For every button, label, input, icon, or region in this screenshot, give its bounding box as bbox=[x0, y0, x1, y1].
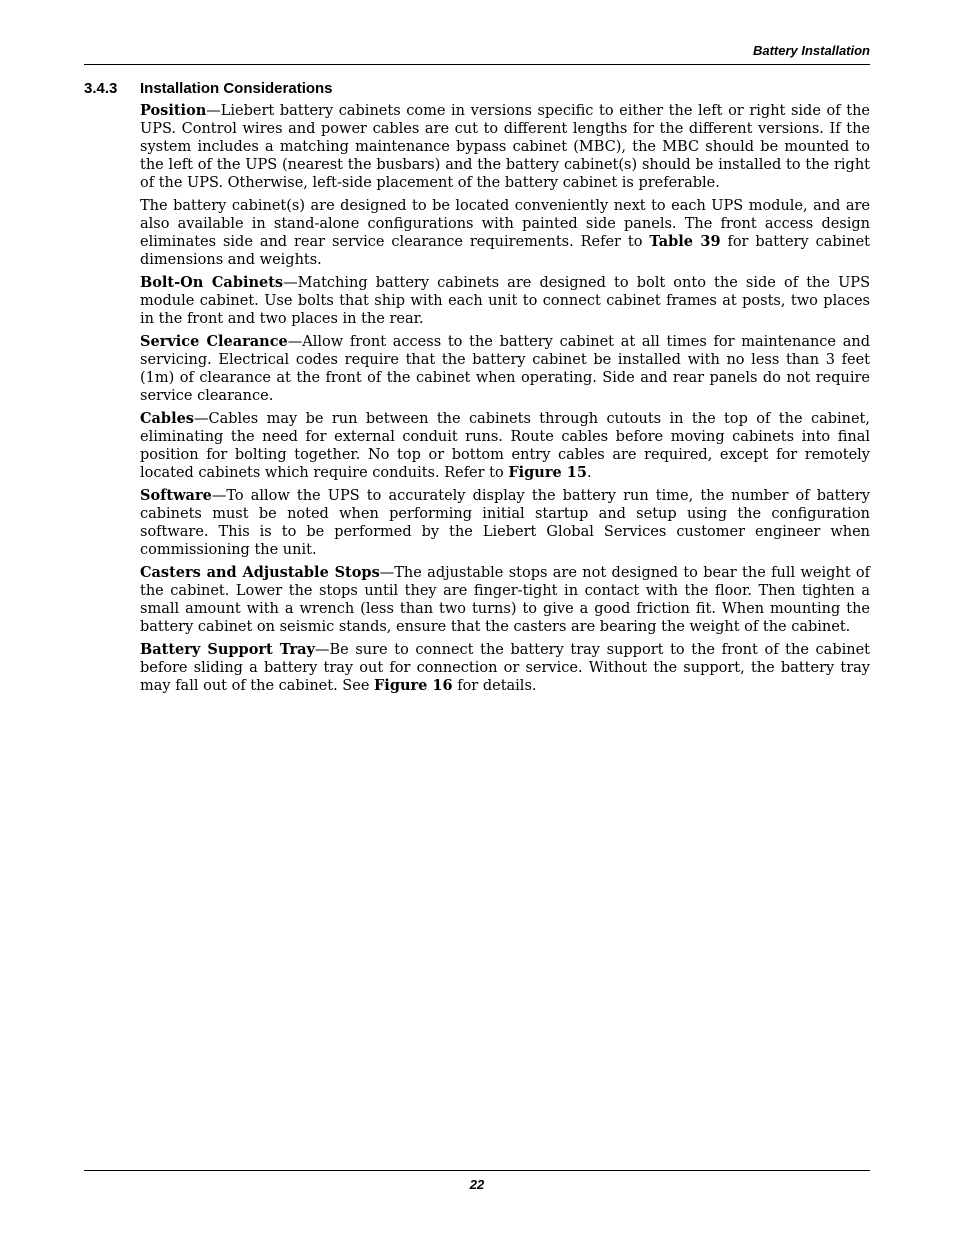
paragraph-battery-cabinets bbox=[140, 197, 870, 269]
paragraph-text: —Cables may be run between the cabinets through cutouts in the top of the cabinet, eliminating the need for external conduit runs. Route cables before moving cabinets into final position for bolting together. No top or bottom entry cables are required, except for remotely located cabinets which require conduits. Refer to bbox=[140, 411, 870, 481]
figure-reference: Figure 16 bbox=[374, 677, 453, 694]
paragraph-lead: Position bbox=[140, 102, 207, 119]
section-title: Installation Considerations bbox=[140, 80, 333, 97]
footer-rule bbox=[84, 1170, 870, 1171]
paragraph-lead: Bolt-On Cabinets bbox=[140, 274, 284, 291]
paragraph-lead: Battery Support Tray bbox=[140, 641, 315, 658]
paragraph-text: —Liebert battery cabinets come in versions specific to either the left or right side of the UPS. Control wires and power cables are cut to different lengths for the different versions. If the system includes a matching maintenance bypass cabinet (MBC), the MBC should be mounted to the left of the UPS (nearest the busbars) and the battery cabinet(s) should be installed to the right of the UPS. Otherwise, left-side placement of the battery cabinet is preferable. bbox=[140, 103, 870, 191]
paragraph-lead: Software bbox=[140, 487, 212, 504]
figure-reference: Figure 15 bbox=[508, 464, 587, 481]
body-content bbox=[140, 102, 870, 700]
paragraph-text: —Allow front access to the battery cabinet at all times for maintenance and servicing. Electrical codes require that the battery cabinet be installed with no less than 3 feet (1m) of clearance at the front of the cabinet when operating. Side and rear panels do not require service clearance. bbox=[140, 334, 870, 404]
paragraph-service-clearance bbox=[140, 333, 870, 405]
paragraph-casters bbox=[140, 564, 870, 636]
paragraph-software bbox=[140, 487, 870, 559]
paragraph-text: for details. bbox=[452, 678, 537, 694]
running-header: Battery Installation bbox=[752, 43, 870, 58]
page-number: 22 bbox=[469, 1177, 485, 1192]
paragraph-text: . bbox=[586, 465, 592, 481]
paragraph-text: —The adjustable stops are not designed to bear the full weight of the cabinet. Lower the stops until they are finger-tight in contact with the floor. Then tighten a small amount with a wrench (less than two turns) to give a good friction fit. When mounting the battery cabinet on seismic stands, ensure that the casters are bearing the weight of the cabinet. bbox=[140, 565, 870, 635]
paragraph-battery-support-tray bbox=[140, 641, 870, 695]
paragraph-text: The battery cabinet(s) are designed to be located conveniently next to each UPS module, and are also available in stand-alone configurations with painted side panels. The front access design eliminates side and rear service clearance requirements. Refer to bbox=[140, 198, 870, 250]
paragraph-lead: Service Clearance bbox=[140, 333, 288, 350]
header-rule bbox=[84, 64, 870, 65]
section-heading bbox=[84, 80, 333, 97]
paragraph-position bbox=[140, 102, 870, 192]
paragraph-lead: Cables bbox=[140, 410, 194, 427]
paragraph-text: —Be sure to connect the battery tray support to the front of the cabinet before sliding a battery tray out for connection or service. Without the support, the battery tray may fall out of the cabinet. See bbox=[140, 642, 870, 694]
section-number: 3.4.3 bbox=[84, 80, 118, 97]
paragraph-text: —Matching battery cabinets are designed to bolt onto the side of the UPS module cabinet. Use bolts that ship with each unit to connect cabinet frames at posts, two places in the front and two places in the rear. bbox=[140, 275, 870, 327]
paragraph-lead: Casters and Adjustable Stops bbox=[140, 564, 380, 581]
paragraph-bolt-on-cabinets bbox=[140, 274, 870, 328]
paragraph-text: —To allow the UPS to accurately display the battery run time, the number of battery cabinets must be noted when performing initial startup and setup using the configuration software. This is to be performed by the Liebert Global Services customer engineer when commissioning the unit. bbox=[140, 488, 870, 558]
paragraph-text: for battery cabinet dimensions and weights. bbox=[140, 234, 870, 268]
paragraph-cables bbox=[140, 410, 870, 482]
table-reference: Table 39 bbox=[649, 233, 721, 250]
